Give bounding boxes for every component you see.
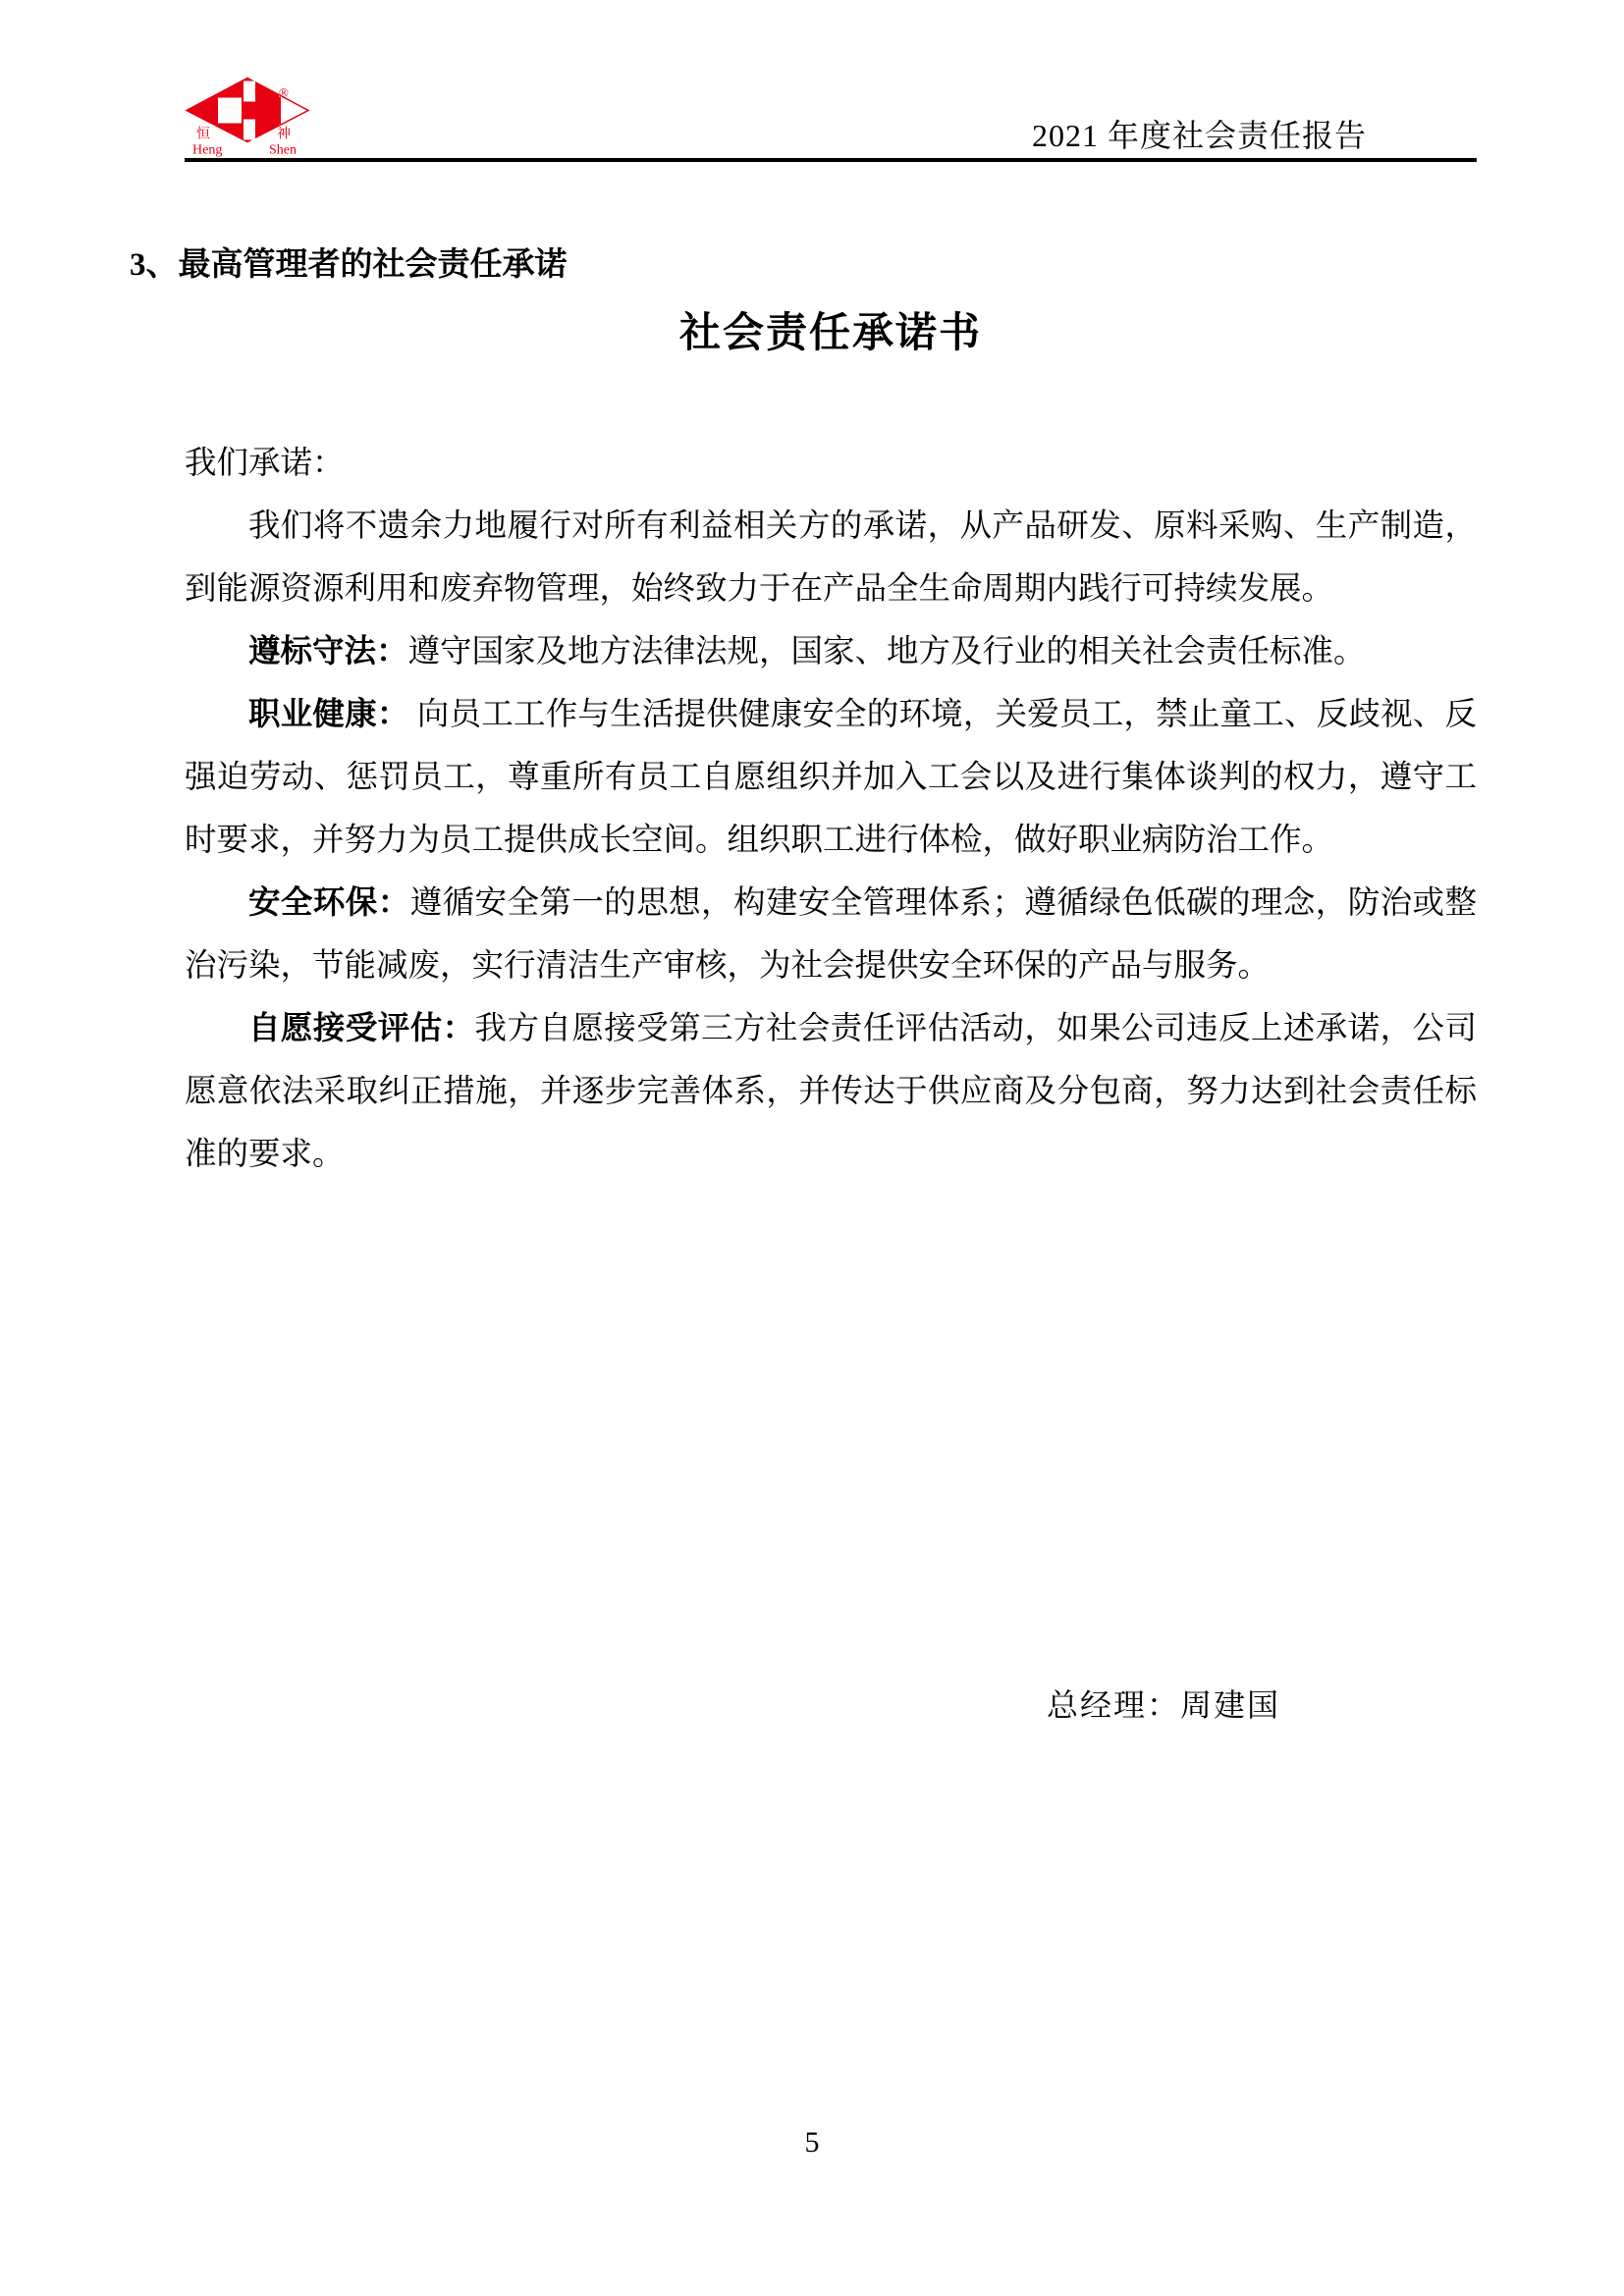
svg-text:Shen: Shen	[269, 142, 297, 158]
paragraph	[185, 620, 1477, 683]
paragraph-text: 遵守国家及地方法律法规，国家、地方及行业的相关社会责任标准。	[407, 634, 1366, 669]
paragraph-lead: 安全环保：	[248, 885, 410, 921]
section-heading: 3、最高管理者的社会责任承诺	[130, 247, 568, 283]
paragraph-text: 我方自愿接受第三方社会责任评估活动，如果公司违反上述承诺，公司愿意依法采取纠正措施，并逐步完善体系，并传达于供应商及分包商，努力达到社会责任标准的要求。	[185, 1011, 1477, 1172]
page-number: 5	[804, 2126, 820, 2159]
svg-text:®: ®	[279, 84, 289, 100]
paragraph	[185, 872, 1477, 997]
paragraph-text: 我们将不遗余力地履行对所有利益相关方的承诺，从产品研发、原料采购、生产制造，到能源资源利用和废弃物管理，始终致力于在产品全生命周期内践行可持续发展。	[185, 508, 1477, 607]
paragraph	[185, 683, 1477, 872]
report-header-title: 2021 年度社会责任报告	[1031, 118, 1367, 153]
svg-text:Heng: Heng	[192, 142, 223, 158]
document-title: 社会责任承诺书	[678, 311, 982, 356]
paragraph-text: 遵循安全第一的思想，构建安全管理体系；遵循绿色低碳的理念，防治或整治污染，节能减废，实行清洁生产审核，为社会提供安全环保的产品与服务。	[185, 885, 1477, 984]
paragraph-lead: 遵标守法：	[248, 634, 408, 669]
paragraph	[185, 997, 1477, 1186]
intro-line: 我们承诺：	[185, 446, 345, 481]
signature-line: 总经理：周建国	[1046, 1687, 1280, 1723]
document-body	[185, 432, 1477, 1186]
paragraph-lead: 职业健康：	[248, 697, 409, 732]
paragraph-lead: 自愿接受评估：	[248, 1011, 475, 1046]
svg-text:恒: 恒	[196, 127, 210, 142]
hengshen-logo-icon	[185, 72, 314, 158]
paragraph	[185, 495, 1477, 620]
page-header	[185, 0, 1477, 162]
svg-text:神: 神	[277, 127, 291, 142]
paragraph-text: 向员工工作与生活提供健康安全的环境，关爱员工，禁止童工、反歧视、反强迫劳动、惩罚员工，尊重所有员工自愿组织并加入工会以及进行集体谈判的权力，遵守工时要求，并努力为员工提供成长空间。组织职工进行体检，做好职业病防治工作。	[185, 697, 1477, 858]
